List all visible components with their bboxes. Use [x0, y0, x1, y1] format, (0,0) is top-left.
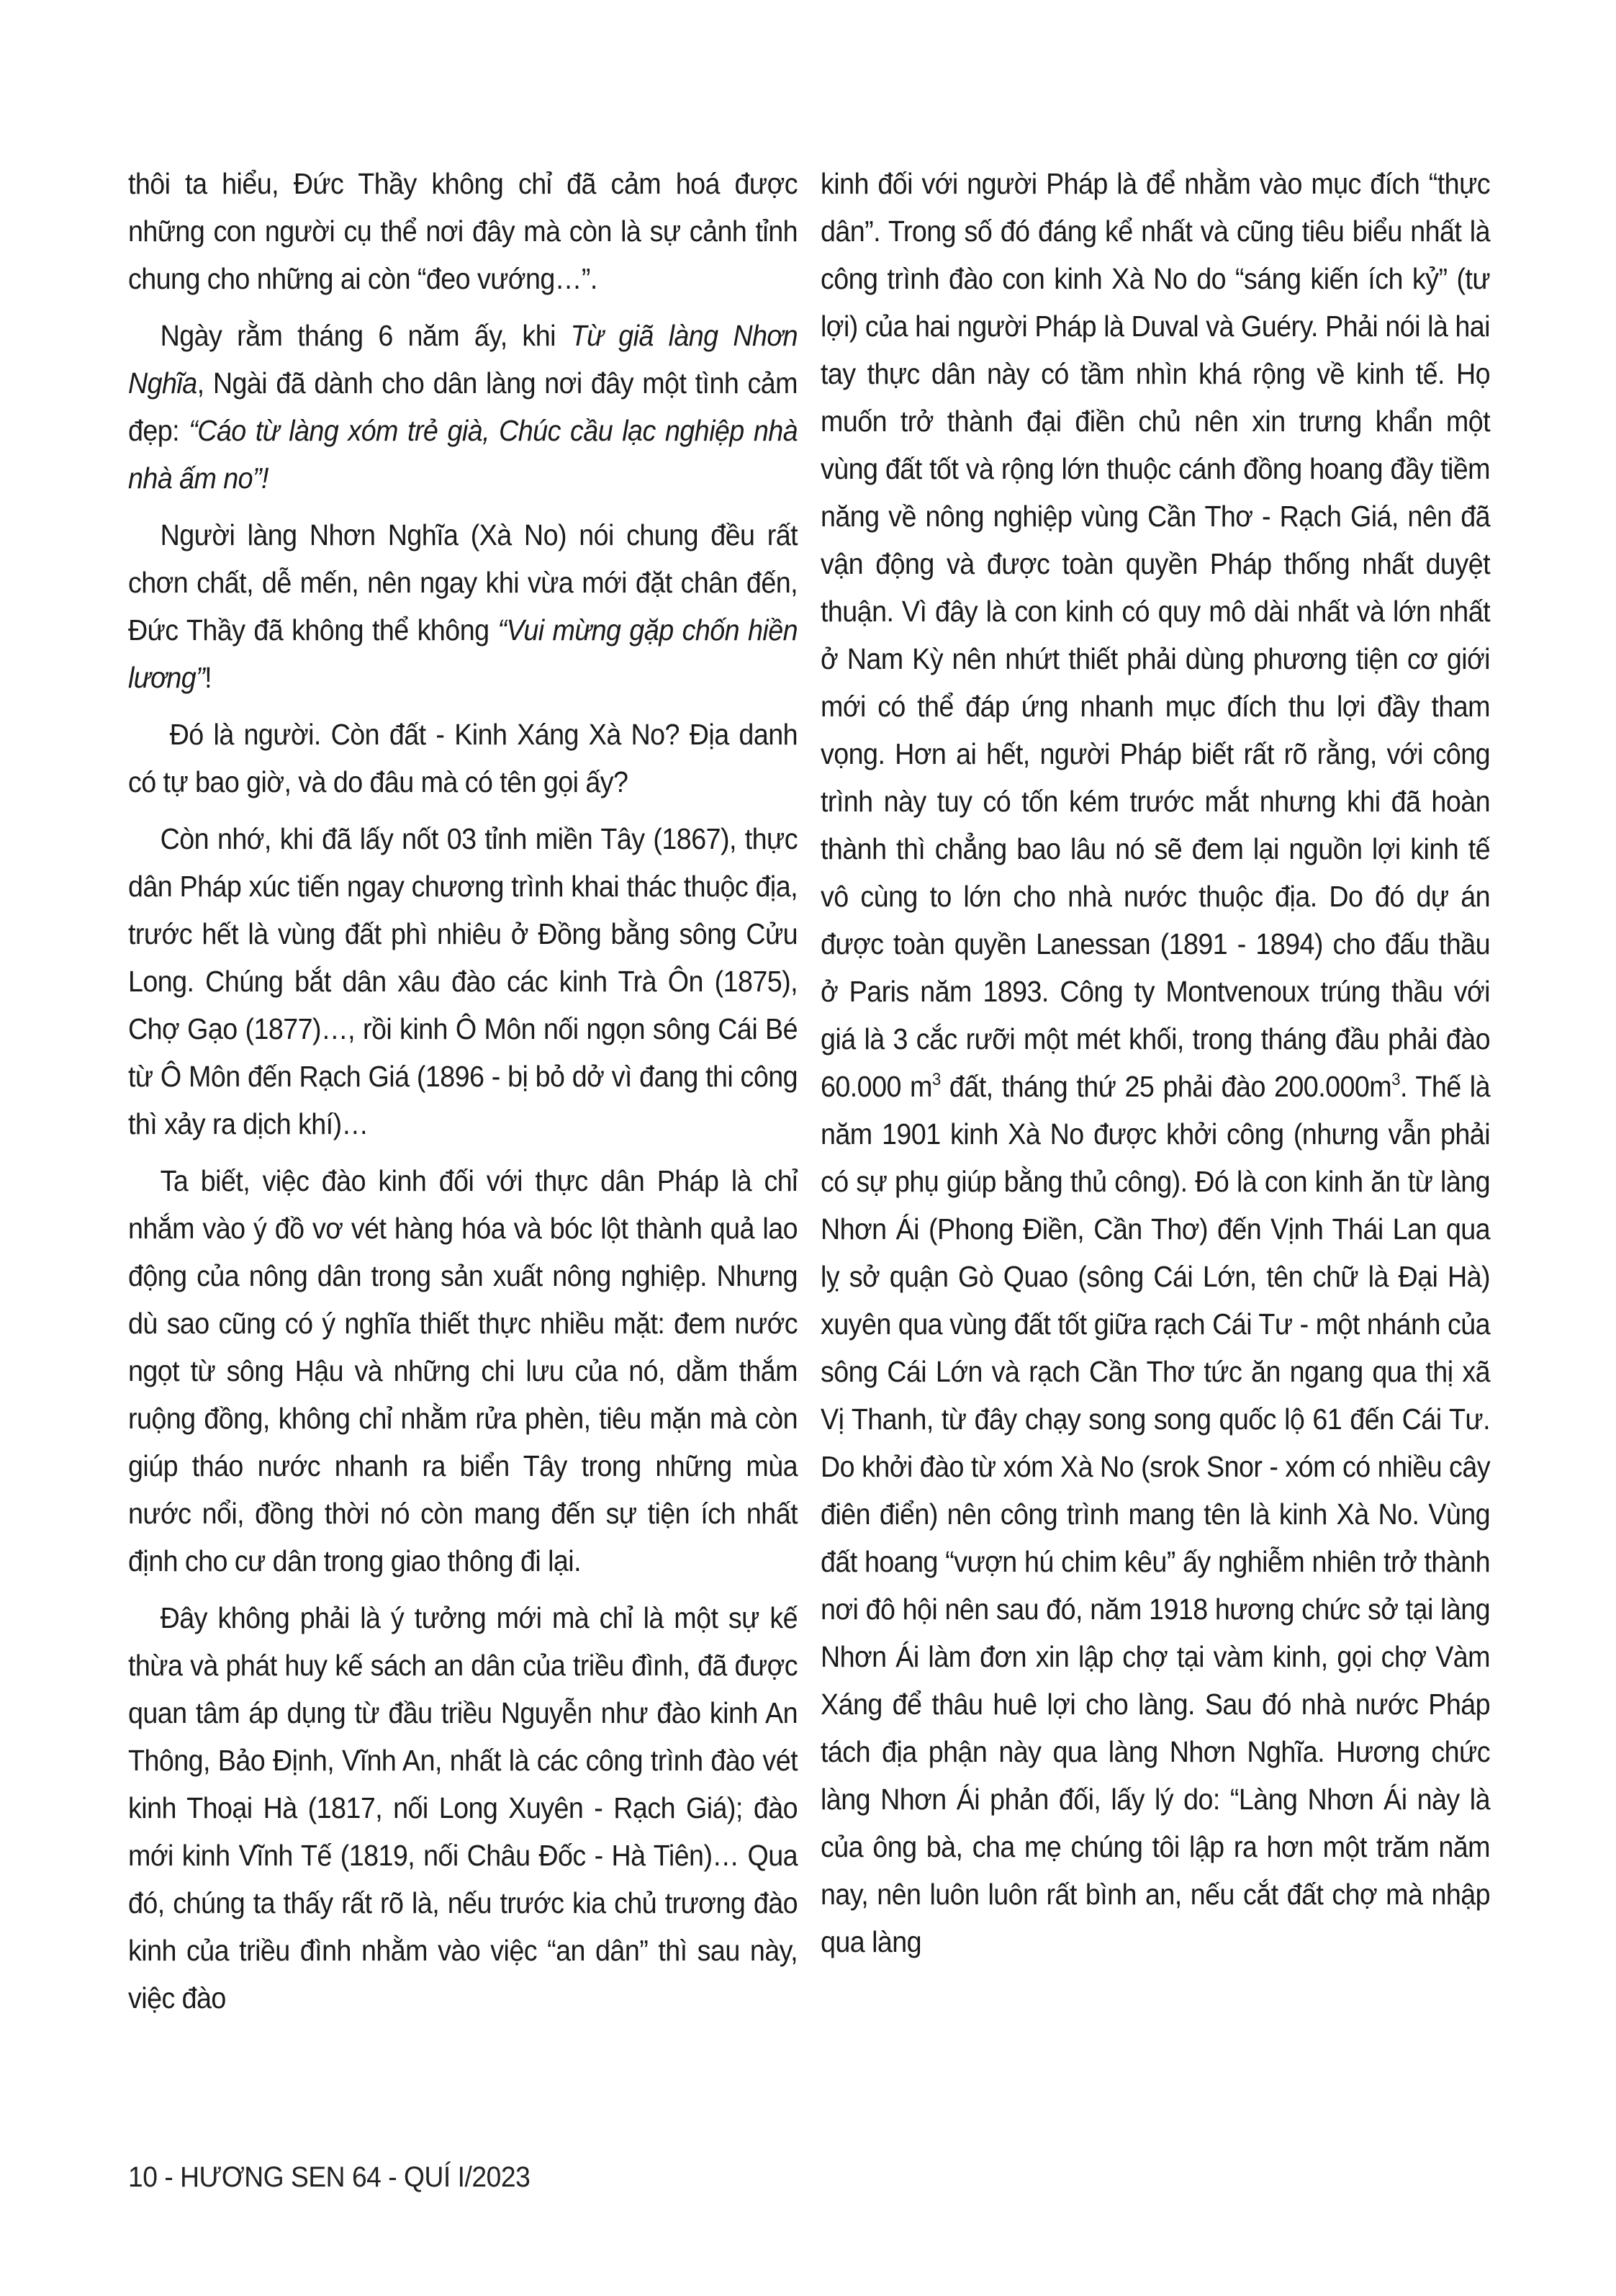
italic-text: “Cáo từ làng xóm trẻ già, Chúc cầu lạc nghiệp nhà nhà ấm no”! — [128, 414, 798, 495]
text-segment: , Ngài đã dành cho dân làng nơi đây một tình cảm đẹp: — [128, 366, 798, 447]
paragraph — [128, 511, 798, 701]
page-footer: 10 - HƯƠNG SEN 64 - QUÍ I/2023 — [128, 2161, 531, 2193]
paragraph — [128, 711, 798, 806]
text-segment: Đây không phải là ý tưởng mới mà chỉ là một sự kế thừa và phát huy kế sách an dân của triều đình, đã được quan tâm áp dụng từ đầu triều Nguyễn như đào kinh An Thông, Bảo Định, Vĩnh An, nhất là các công trình đào vét kinh Thoại Hà (1817, nối Long Xuyên - Rạch Giá); đào mới kinh Vĩnh Tế (1819, nối Châu Đốc - Hà Tiên)… Qua đó, chúng ta thấy rất rõ là, nếu trước kia chủ trương đào kinh của triều đình nhằm vào việc “an dân” thì sau này, việc đào — [128, 1601, 798, 2014]
text-segment: đất, tháng thứ 25 phải đào 200.000m — [940, 1070, 1392, 1103]
superscript: 3 — [931, 1070, 941, 1089]
paragraph — [128, 815, 798, 1148]
text-segment: thôi ta hiểu, Đức Thầy không chỉ đã cảm hoá được những con người cụ thể nơi đây mà còn là sự cảnh tỉnh chung cho những ai còn “đeo vướng…”. — [128, 167, 798, 295]
left-column — [128, 160, 798, 2031]
text-segment: Ta biết, việc đào kinh đối với thực dân Pháp là chỉ nhắm vào ý đồ vơ vét hàng hóa và bóc lột thành quả lao động của nông dân trong sản xuất nông nghiệp. Nhưng dù sao cũng có ý nghĩa thiết thực nhiều mặt: đem nước ngọt từ sông Hậu và những chi lưu của nó, dằm thắm ruộng đồng, không chỉ nhằm rửa phèn, tiêu mặn mà còn giúp tháo nước nhanh ra biển Tây trong những mùa nước nổi, đồng thời nó còn mang đến sự tiện ích nhất định cho cư dân trong giao thông đi lại. — [128, 1164, 798, 1577]
text-segment: Đó là người. Còn đất - Kinh Xáng Xà No? Địa danh có tự bao giờ, và do đâu mà có tên gọi ấy? — [128, 718, 798, 798]
italic-text: “Vui mừng gặp chốn hiền lương” — [128, 613, 798, 694]
paragraph — [821, 160, 1490, 1966]
text-segment: kinh đối với người Pháp là để nhằm vào mục đích “thực dân”. Trong số đó đáng kể nhất và cũng tiêu biểu nhất là công trình đào con kinh Xà No do “sáng kiến ích kỷ” (tư lợi) của hai người Pháp là Duval và Guéry. Phải nói là hai tay thực dân này có tầm nhìn khá rộng về kinh tế. Họ muốn trở thành đại điền chủ nên xin trưng khẩn một vùng đất tốt và rộng lớn thuộc cánh đồng hoang đầy tiềm năng về nông nghiệp vùng Cần Thơ - Rạch Giá, nên đã vận động và được toàn quyền Pháp thống nhất duyệt thuận. Vì đây là con kinh có quy mô dài nhất và lớn nhất ở Nam Kỳ nên nhứt thiết phải dùng phương tiện cơ giới mới có thể đáp ứng nhanh mục đích thu lợi đầy tham vọng. Hơn ai hết, người Pháp biết rất rõ rằng, với công trình này tuy có tốn kém trước mắt nhưng khi đã hoàn thành thì chẳng bao lâu nó sẽ đem lại nguồn lợi kinh tế vô cùng to lớn cho nhà nước thuộc địa. Do đó dự án được toàn quyền Lanessan (1891 - 1894) cho đấu thầu ở Paris năm 1893. Công ty Montvenoux trúng thầu với giá là 3 cắc rưỡi một mét khối, trong tháng đầu phải đào 60.000 m — [821, 167, 1490, 1103]
text-segment: ! — [204, 661, 212, 694]
superscript: 3 — [1391, 1070, 1400, 1089]
right-column — [821, 160, 1490, 1975]
text-segment: Còn nhớ, khi đã lấy nốt 03 tỉnh miền Tây (1867), thực dân Pháp xúc tiến ngay chương trình khai thác thuộc địa, trước hết là vùng đất phì nhiêu ở Đồng bằng sông Cửu Long. Chúng bắt dân xâu đào các kinh Trà Ôn (1875), Chợ Gạo (1877)…, rồi kinh Ô Môn nối ngọn sông Cái Bé từ Ô Môn đến Rạch Giá (1896 - bị bỏ dở vì đang thi công thì xảy ra dịch khí)… — [128, 822, 798, 1140]
paragraph — [128, 160, 798, 302]
paragraph — [128, 1594, 798, 2022]
text-segment: Người làng Nhơn Nghĩa (Xà No) nói chung đều rất chơn chất, dễ mến, nên ngay khi vừa mới đặt chân đến, Đức Thầy đã không thể không — [128, 518, 798, 647]
paragraph — [128, 1157, 798, 1585]
paragraph — [128, 312, 798, 502]
text-segment: Ngày rằm tháng 6 năm ấy, khi — [160, 319, 571, 352]
text-segment: . Thế là năm 1901 kinh Xà No được khởi công (nhưng vẫn phải có sự phụ giúp bằng thủ công). Đó là con kinh ăn từ làng Nhơn Ái (Phong Điền, Cần Thơ) đến Vịnh Thái Lan qua lỵ sở quận Gò Quao (sông Cái Lớn, tên chữ là Đại Hà) xuyên qua vùng đất tốt giữa rạch Cái Tư - một nhánh của sông Cái Lớn và rạch Cần Thơ tức ăn ngang qua thị xã Vị Thanh, từ đây chạy song song quốc lộ 61 đến Cái Tư. Do khởi đào từ xóm Xà No (srok Snor - xóm có nhiều cây điên điển) nên công trình mang tên là kinh Xà No. Vùng đất hoang “vượn hú chim kêu” ấy nghiễm nhiên trở thành nơi đô hội nên sau đó, năm 1918 hương chức sở tại làng Nhơn Ái làm đơn xin lập chợ tại vàm kinh, gọi chợ Vàm Xáng để thâu huê lợi cho làng. Sau đó nhà nước Pháp tách địa phận này qua làng Nhơn Nghĩa. Hương chức làng Nhơn Ái phản đối, lấy lý do: “Làng Nhơn Ái này là của ông bà, cha mẹ chúng tôi lập ra hơn một trăm năm nay, nên luôn luôn rất bình an, nếu cắt đất chợ mà nhập qua làng — [821, 1070, 1491, 1958]
italic-text: Từ giã làng Nhơn Nghĩa — [128, 319, 798, 400]
